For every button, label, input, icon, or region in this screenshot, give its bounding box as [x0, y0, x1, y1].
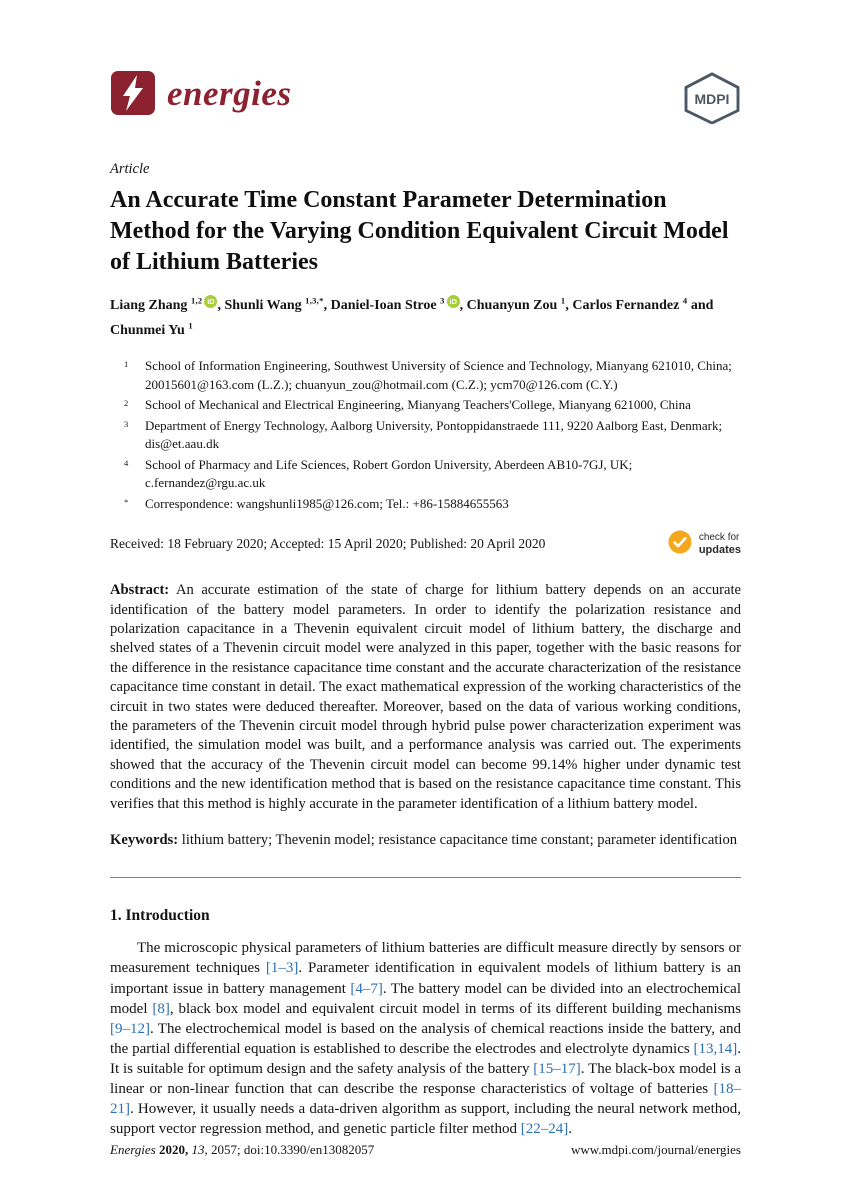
check-for-updates-badge[interactable] — [667, 529, 741, 559]
body-text: . The electrochemical model is based on the analysis of chemical reactions inside the battery, and the partial differential equation is established to describe the electrodes and electrolyte dynamics — [110, 1020, 741, 1057]
footer-doi: , 2057; doi:10.3390/en13082057 — [204, 1142, 375, 1157]
page-footer — [110, 1142, 741, 1158]
citation-link[interactable]: [1–3] — [265, 960, 299, 977]
affiliation — [124, 357, 741, 394]
correspondence-text: Correspondence: wangshunli1985@126.com; Tel.: +86-15884655563 — [145, 495, 509, 511]
abstract-text: An accurate estimation of the state of charge for lithium battery depends on an accurate identification of the battery model parameters. In order to identify the polarization resistance and polarization capacitance in a Thevenin equivalent circuit model of lithium battery, the discharge and shelved states of a Thevenin circuit model were analyzed in this paper, together with the basic reasons for the difference in the resistance capacitance time constant and the accurate characterization of the resistance capacitance time constant in detail. The exact mathematical expression of the working characteristics of the circuit in two states were deduced thereafter. Moreover, based on the data of various working conditions, the parameters of the Thevenin circuit model through hybrid pulse power characterization experiment was identified, the simulation model was built, and a performance analysis was carried out. The experiments showed that the accuracy of the Thevenin circuit model can become 99.14% higher under dynamic test conditions and the new identification method that is based on the resistance capacitance time constant. This verifies that this method is highly accurate in the parameter identification of a lithium battery model. — [110, 582, 742, 812]
author-name: Chuanyun Zou — [466, 298, 558, 314]
author-affil-sup: 3 — [440, 295, 445, 306]
author-affil-sup: 1,3,* — [305, 295, 324, 306]
affiliation-text: School of Pharmacy and Life Sciences, Robert Gordon University, Aberdeen AB10-7GJ, UK; c.fernandez@rgu.ac.uk — [145, 456, 633, 491]
author-affil-sup: 1 — [188, 320, 193, 331]
author-separator: , — [323, 298, 331, 314]
keywords-text: lithium battery; Thevenin model; resistance capacitance time constant; parameter identification — [181, 831, 738, 848]
author — [330, 295, 467, 314]
abstract — [110, 581, 741, 814]
author-separator: , — [459, 298, 467, 314]
affiliation-text: Department of Energy Technology, Aalborg University, Pontoppidanstraede 111, 9220 Aalborg East, Denmark; dis@et.aau.dk — [145, 417, 723, 452]
affiliation — [124, 456, 741, 493]
body-text: . It is suitable for optimum design and the safety analysis of the battery — [110, 1040, 741, 1077]
affiliation-marker: 4 — [124, 457, 129, 468]
citation-link[interactable]: [22–24] — [520, 1121, 569, 1138]
article-type-label: Article — [110, 161, 150, 177]
author-separator: , — [217, 298, 225, 314]
body-text: . — [568, 1121, 572, 1138]
author-name: Liang Zhang — [110, 298, 188, 314]
intro-paragraph — [110, 938, 741, 1139]
dates-row — [110, 529, 741, 559]
citation-line — [110, 1142, 374, 1158]
journal-url[interactable]: www.mdpi.com/journal/energies — [570, 1142, 741, 1157]
author-name: Carlos Fernandez — [572, 298, 680, 314]
author — [110, 295, 225, 314]
body-text: , black box model and equivalent circuit model in terms of its different building mechanisms — [169, 1000, 741, 1017]
journal-name: energies — [167, 74, 292, 113]
citation-link[interactable]: [15–17] — [533, 1060, 581, 1077]
footer-journal: Energies — [110, 1142, 156, 1157]
correspondence — [124, 495, 741, 513]
citation-link[interactable]: [18–21] — [110, 1081, 741, 1118]
orcid-icon[interactable]: iD — [204, 295, 217, 308]
author-affil-sup: 1,2 — [190, 295, 203, 306]
affiliation-list — [124, 357, 741, 513]
citation-link[interactable]: [8] — [152, 1000, 170, 1017]
body-text: The microscopic physical parameters of lithium batteries are difficult measure directly by sensors or measurement techniques — [110, 940, 741, 977]
abstract-label: Abstract: — [110, 582, 170, 599]
body-text: . The battery model can be divided into an electrochemical model — [110, 980, 741, 1017]
author — [572, 295, 691, 314]
divider — [110, 877, 741, 878]
journal-logo[interactable] — [110, 70, 292, 121]
energies-bolt-icon — [110, 70, 156, 121]
author — [224, 295, 331, 314]
author-name: Shunli Wang — [224, 298, 302, 314]
masthead — [110, 70, 741, 129]
history-dates: Received: 18 February 2020; Accepted: 15 April 2020; Published: 20 April 2020 — [110, 536, 546, 552]
badge-text — [699, 532, 741, 556]
body-text: . The black-box model is a linear or non-linear function that can describe the response characteristics of voltage of batteries — [110, 1060, 741, 1098]
author-name: and Chunmei Yu — [110, 298, 714, 338]
badge-line1: check for — [698, 532, 740, 544]
author-affil-sup: 1 — [560, 295, 566, 306]
author-name: Daniel-Ioan Stroe — [330, 298, 437, 314]
footer-volume: 13 — [188, 1142, 205, 1157]
author — [466, 295, 573, 314]
page-title: An Accurate Time Constant Parameter Determination Method for the Varying Condition Equivalent Circuit Model of Lithium Batteries — [110, 187, 729, 276]
mdpi-logo[interactable] — [683, 72, 741, 129]
author-affil-sup: 4 — [682, 295, 688, 306]
body-text: . Parameter identification in equivalent models of lithium battery is an important issue in battery management — [110, 960, 741, 997]
author-list — [110, 294, 741, 343]
citation-link[interactable]: [4–7] — [350, 980, 383, 997]
affiliation — [124, 417, 741, 454]
affiliation-marker: 1 — [124, 359, 129, 370]
orcid-icon[interactable]: iD — [447, 295, 460, 308]
affiliation-text: School of Mechanical and Electrical Engineering, Mianyang Teachers'College, Mianyang 621000, China — [145, 397, 691, 413]
correspondence-marker: * — [124, 496, 129, 507]
author-separator: , — [565, 298, 573, 314]
badge-line2: updates — [698, 543, 741, 556]
body-text: . However, it usually needs a data-driven algorithm as support, including the neural network method, support vector regression method, and genetic particle filter method — [110, 1101, 741, 1138]
keywords-label: Keywords: — [110, 831, 179, 848]
keywords — [110, 831, 741, 850]
affiliation — [124, 396, 741, 414]
citation-link[interactable]: [9–12] — [110, 1020, 150, 1037]
affiliation-text: School of Information Engineering, Southwest University of Science and Technology, Mianyang 621010, China; 20015601@163.com (L.Z.); chuanyun_zou@hotmail.com (C.Z.); ycm70@126.com (C.Y.) — [145, 358, 732, 392]
citation-link[interactable]: [13,14] — [693, 1040, 738, 1057]
affiliation-marker: 3 — [124, 418, 129, 429]
mdpi-label: MDPI — [694, 90, 730, 107]
footer-year: 2020, — [155, 1142, 189, 1157]
affiliation-marker: 2 — [124, 398, 129, 409]
crossmark-check-icon — [667, 529, 693, 559]
section-heading-introduction: 1. Introduction — [110, 907, 210, 925]
